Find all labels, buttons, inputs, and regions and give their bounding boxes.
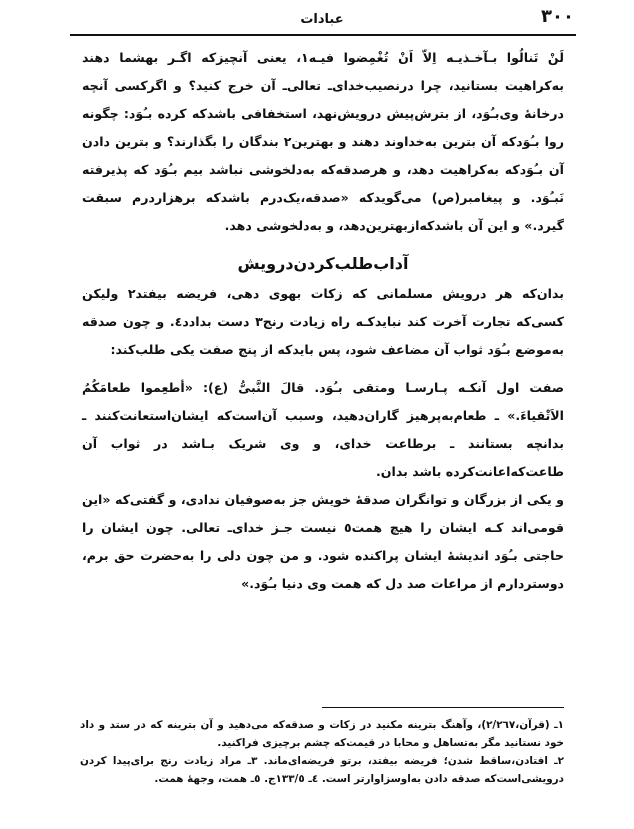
footnote-rule [322, 707, 564, 708]
footnote-2: ٢ـ افتادن،ساقط شدن؛ فریضه بیفتد، برتو فریضه‌ای‌ماند. ٣ـ مراد زیادت رنج برای‌پیدا کردن درویشی‌است‌که صدقه دادن به‌اوسزاوارتر است. ٤ـ ١٣٣/٥ج. ٥ـ همت، وجههٔ همت. [80, 755, 564, 785]
page-number: ۳۰۰ [541, 6, 574, 27]
paragraph-1: لَنْ تَنالُوا بـآخـذیـه اِلاّ اَنْ تُغْمِضوا فیـه١، یعنی آنچیزکه اگـر بهشما دهند به‌کراهیت بستانید، چرا درنصیب‌خدای‌ـ تعالی‌ـ آن خرج کنید؟ و اگرکسی آنچه درخانهٔ وی‌بـُوَد، از بترش‌پیش درویش‌نهد، استخفافی باشدکه کرده بـُوَد: چگونه روا بـُوَدکه آن بترین به‌خداوند دهند و بهترین٢ بندگان را بگذارند؟ و بترین دادن آن بـُوَدکه به‌کراهیت دهد، و هرصدقه‌که به‌دلخوشی نباشد بیم بـُوَد که پذیرفته نَبـُوَد. و پیغامبر(ص) می‌گویدکه «صدقه‌،یک‌درم باشدکه برهزاردرم سبقت گیرد.» و این آن باشدکه‌ازبهترین‌دهد، و به‌دلخوشی دهد. [82, 50, 565, 233]
paragraph-4: و یکی از بزرگان و توانگران صدقهٔ خویش جز به‌صوفیان ندادی، و گفتی‌که «این قومی‌اند کـه ایشان را هیچ همت٥ نیست جـز خدای‌ـ تعالی. چون ایشان را حاجتی بـُوَد اندیشهٔ ایشان پراکنده شود. و من چون دلی را به‌حضرت حق برم، دوستردارم از مراعات صد دل که همت وی دنیا بـُوَد.» [82, 492, 564, 591]
main-text [82, 44, 564, 598]
paragraph-gap [82, 364, 564, 374]
paragraph-3: صفت اول آنکـه پـارسـا ومتقی بـُوَد. قالَ النَّبیُّ (ع): «أطعِموا طعامَکُمُ الاَتْقیاءَ.» ـ طعام‌به‌پرهیز گاران‌دهید، وسبب آن‌است‌که ایشان‌استعانت‌کنند ـ بدانچه بستانند ـ برطاعت خدای، و وی شریک بـاشد در ثواب آن طاعت‌که‌اعانت‌کرده باشد بدان. [82, 380, 564, 479]
footnote-1: ١ـ (قرآن،٢/٢٦٧)، وآهنگ بترینه مکنید در زکات و صدقه‌که می‌دهید و آن بترینه که در ستد و داد خود نستانید مگر به‌تساهل و محابا در قیمت‌که چشم برچیزی فراکنید. [80, 719, 564, 749]
header-title: عبادات [300, 11, 344, 27]
running-header [70, 6, 574, 32]
section-title: آداب‌طلب‌کردن‌درویش [237, 254, 409, 273]
header-rule [70, 34, 576, 36]
paragraph-2: بدان‌که هر درویش مسلمانی که زکات بهوی دهی، فریضه بیفتد٢ ولیکن کسی‌که تجارت آخرت کند نبایدکـه راه زیادت رنج٣ دست بدادد٤. و چون صدقه به‌موضع بـُوَد ثواب آن مضاعف شود، پس بایدکه از پنج صفت یکی طلب‌کند: [82, 286, 565, 357]
footnotes [80, 716, 564, 788]
